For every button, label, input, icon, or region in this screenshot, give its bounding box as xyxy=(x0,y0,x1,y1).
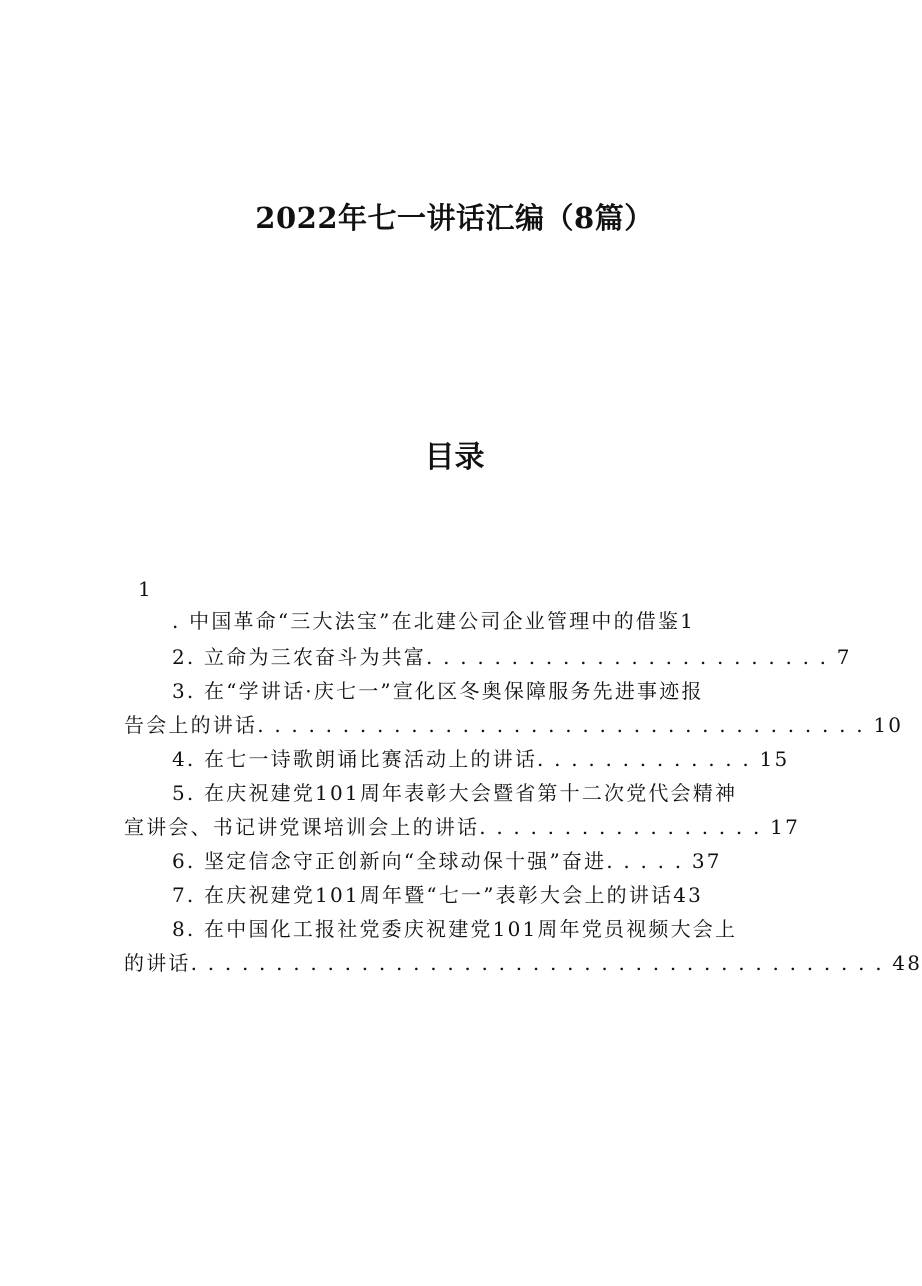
toc-entry-5[interactable]: 5. 在庆祝建党101周年表彰大会暨省第十二次党代会精神 xyxy=(172,781,738,805)
toc-entry-8-continuation[interactable]: 的讲话. . . . . . . . . . . . . . . . . . . . . . . . . . . . . . . . . . . . . . . . . 48 xyxy=(124,951,922,975)
toc-entry-6[interactable]: 6. 坚定信念守正创新向“全球动保十强”奋进. . . . . 37 xyxy=(172,849,722,873)
toc-entry-7[interactable]: 7. 在庆祝建党101周年暨“七一”表彰大会上的讲话43 xyxy=(172,883,704,907)
document-title: 2022年七一讲话汇编（8篇） xyxy=(255,201,654,235)
toc-entry-4[interactable]: 4. 在七一诗歌朗诵比赛活动上的讲话. . . . . . . . . . . . . 15 xyxy=(172,747,790,771)
toc-entry-3[interactable]: 3. 在“学讲话·庆七一”宣化区冬奥保障服务先进事迹报 xyxy=(172,679,704,703)
toc-stray-number: 1 xyxy=(138,577,151,601)
toc-entry-1[interactable]: . 中国革命“三大法宝”在北建公司企业管理中的借鉴1 xyxy=(172,609,696,633)
toc-heading: 目录 xyxy=(424,440,485,475)
toc-entry-2[interactable]: 2. 立命为三农奋斗为共富. . . . . . . . . . . . . . . . . . . . . . . . 7 xyxy=(172,645,852,669)
toc-entry-5-continuation[interactable]: 宣讲会、书记讲党课培训会上的讲话. . . . . . . . . . . . . . . . . 17 xyxy=(124,815,801,839)
toc-entry-3-continuation[interactable]: 告会上的讲话. . . . . . . . . . . . . . . . . . . . . . . . . . . . . . . . . . . . 10 xyxy=(124,713,904,737)
toc-entry-8[interactable]: 8. 在中国化工报社党委庆祝建党101周年党员视频大会上 xyxy=(172,917,738,941)
